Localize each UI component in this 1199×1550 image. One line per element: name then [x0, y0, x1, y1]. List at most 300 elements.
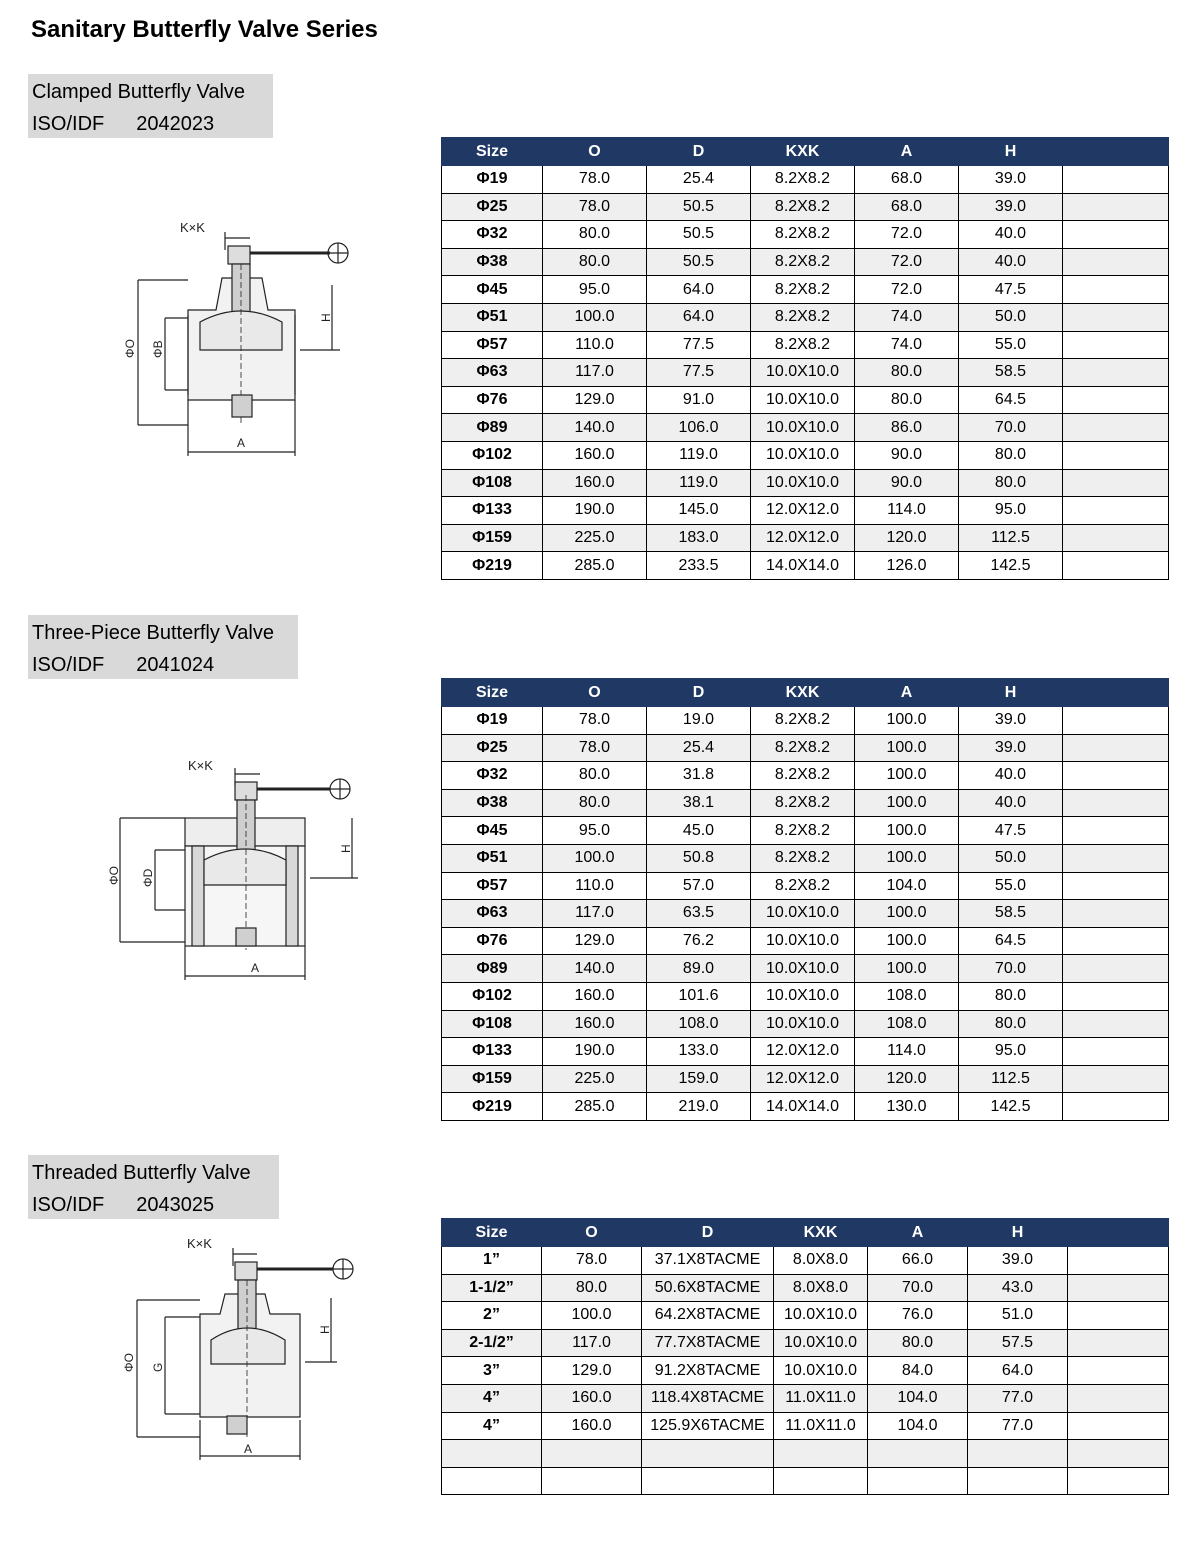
table-header-row [442, 679, 1169, 707]
value-cell: 100.0 [542, 1302, 642, 1330]
blank-cell [1063, 927, 1169, 955]
value-cell: 12.0X12.0 [751, 1065, 855, 1093]
value-cell: 100.0 [855, 762, 959, 790]
table-row [442, 1467, 1169, 1495]
value-cell: 39.0 [959, 166, 1063, 194]
value-cell: 14.0X14.0 [751, 1093, 855, 1121]
table-row [442, 1357, 1169, 1385]
spec-table-clamped [441, 137, 1169, 580]
value-cell: 78.0 [543, 707, 647, 735]
value-cell: 104.0 [855, 872, 959, 900]
label-d: ΦD [141, 868, 155, 887]
column-header: D [642, 1219, 774, 1247]
value-cell: 77.0 [968, 1412, 1068, 1440]
value-cell: 12.0X12.0 [751, 497, 855, 525]
value-cell: 72.0 [855, 248, 959, 276]
value-cell: 70.0 [959, 955, 1063, 983]
value-cell [542, 1467, 642, 1495]
label-o: ΦO [123, 339, 137, 358]
blank-cell [1063, 982, 1169, 1010]
value-cell: 8.2X8.2 [751, 166, 855, 194]
blank-cell [1063, 414, 1169, 442]
value-cell: 51.0 [968, 1302, 1068, 1330]
size-cell: Φ159 [442, 1065, 543, 1093]
value-cell: 25.4 [647, 734, 751, 762]
value-cell: 112.5 [959, 1065, 1063, 1093]
value-cell: 90.0 [855, 441, 959, 469]
blank-cell [1063, 734, 1169, 762]
value-cell: 10.0X10.0 [751, 359, 855, 387]
value-cell: 50.5 [647, 193, 751, 221]
size-cell: Φ19 [442, 166, 543, 194]
section-code: 2042023 [136, 113, 215, 135]
size-cell: Φ108 [442, 1010, 543, 1038]
value-cell [642, 1467, 774, 1495]
value-cell [542, 1440, 642, 1468]
size-cell: Φ38 [442, 248, 543, 276]
value-cell [968, 1467, 1068, 1495]
table-row [442, 762, 1169, 790]
value-cell: 74.0 [855, 331, 959, 359]
size-cell: Φ25 [442, 193, 543, 221]
table-row [442, 872, 1169, 900]
value-cell: 8.2X8.2 [751, 276, 855, 304]
size-cell: Φ76 [442, 927, 543, 955]
value-cell: 108.0 [855, 1010, 959, 1038]
value-cell: 130.0 [855, 1093, 959, 1121]
table-row [442, 248, 1169, 276]
label-g: G [151, 1362, 165, 1372]
blank-cell [1063, 359, 1169, 387]
section-name: Threaded Butterfly Valve [32, 1162, 251, 1184]
blank-cell [1068, 1274, 1169, 1302]
blank-cell [1063, 441, 1169, 469]
table-row [442, 359, 1169, 387]
size-cell: 3” [442, 1357, 542, 1385]
value-cell: 50.6X8TACME [642, 1274, 774, 1302]
value-cell: 91.2X8TACME [642, 1357, 774, 1385]
size-cell: Φ102 [442, 982, 543, 1010]
value-cell: 8.2X8.2 [751, 872, 855, 900]
blank-cell [1063, 762, 1169, 790]
value-cell: 8.2X8.2 [751, 817, 855, 845]
section-code: 2043025 [136, 1194, 215, 1216]
value-cell: 70.0 [959, 414, 1063, 442]
blank-cell [1063, 707, 1169, 735]
value-cell: 120.0 [855, 1065, 959, 1093]
value-cell: 80.0 [855, 359, 959, 387]
threaded-valve-drawing [115, 1232, 375, 1464]
table-row [442, 552, 1169, 580]
table-row [442, 193, 1169, 221]
column-header: O [542, 1219, 642, 1247]
size-cell: Φ219 [442, 552, 543, 580]
value-cell: 10.0X10.0 [751, 982, 855, 1010]
size-cell: Φ76 [442, 386, 543, 414]
blank-cell [1063, 193, 1169, 221]
value-cell: 114.0 [855, 497, 959, 525]
value-cell: 39.0 [959, 707, 1063, 735]
value-cell [968, 1440, 1068, 1468]
size-cell: 1” [442, 1247, 542, 1275]
value-cell: 160.0 [542, 1412, 642, 1440]
value-cell: 129.0 [542, 1357, 642, 1385]
value-cell: 77.5 [647, 331, 751, 359]
value-cell: 64.2X8TACME [642, 1302, 774, 1330]
table-row [442, 789, 1169, 817]
blank-cell [1063, 166, 1169, 194]
value-cell: 19.0 [647, 707, 751, 735]
blank-cell [1063, 1010, 1169, 1038]
value-cell: 64.5 [959, 927, 1063, 955]
value-cell: 285.0 [543, 552, 647, 580]
column-header: O [543, 138, 647, 166]
value-cell: 117.0 [542, 1329, 642, 1357]
label-o: ΦO [107, 866, 121, 885]
clamped-valve-drawing [110, 210, 370, 460]
column-header: H [959, 679, 1063, 707]
value-cell: 10.0X10.0 [751, 1010, 855, 1038]
column-header: O [543, 679, 647, 707]
value-cell: 119.0 [647, 441, 751, 469]
value-cell: 50.5 [647, 248, 751, 276]
value-cell: 70.0 [868, 1274, 968, 1302]
value-cell: 68.0 [855, 166, 959, 194]
size-cell: Φ45 [442, 276, 543, 304]
value-cell: 100.0 [543, 844, 647, 872]
column-header: KXK [774, 1219, 868, 1247]
table-row [442, 1010, 1169, 1038]
section-standard: ISO/IDF [32, 654, 105, 676]
value-cell: 66.0 [868, 1247, 968, 1275]
value-cell: 160.0 [542, 1384, 642, 1412]
value-cell: 101.6 [647, 982, 751, 1010]
column-header: A [855, 138, 959, 166]
value-cell: 8.2X8.2 [751, 844, 855, 872]
table-row [442, 1038, 1169, 1066]
value-cell: 47.5 [959, 817, 1063, 845]
value-cell: 10.0X10.0 [751, 386, 855, 414]
value-cell: 142.5 [959, 1093, 1063, 1121]
blank-cell [1063, 276, 1169, 304]
value-cell: 76.0 [868, 1302, 968, 1330]
size-cell: Φ159 [442, 524, 543, 552]
value-cell: 145.0 [647, 497, 751, 525]
value-cell: 80.0 [868, 1329, 968, 1357]
value-cell: 8.2X8.2 [751, 734, 855, 762]
size-cell: Φ19 [442, 707, 543, 735]
value-cell: 39.0 [959, 193, 1063, 221]
value-cell: 100.0 [855, 789, 959, 817]
column-header-blank [1068, 1219, 1169, 1247]
column-header: KXK [751, 138, 855, 166]
value-cell: 129.0 [543, 386, 647, 414]
value-cell: 40.0 [959, 762, 1063, 790]
blank-cell [1068, 1247, 1169, 1275]
table-row [442, 524, 1169, 552]
value-cell: 39.0 [968, 1247, 1068, 1275]
spec-table-threaded [441, 1218, 1169, 1495]
value-cell: 119.0 [647, 469, 751, 497]
value-cell: 77.0 [968, 1384, 1068, 1412]
table-row [442, 1440, 1169, 1468]
size-cell [442, 1467, 542, 1495]
value-cell: 8.0X8.0 [774, 1247, 868, 1275]
size-cell: Φ133 [442, 497, 543, 525]
value-cell: 100.0 [855, 900, 959, 928]
value-cell [642, 1440, 774, 1468]
column-header: A [855, 679, 959, 707]
size-cell: Φ32 [442, 762, 543, 790]
blank-cell [1063, 386, 1169, 414]
value-cell: 225.0 [543, 524, 647, 552]
value-cell: 104.0 [868, 1412, 968, 1440]
table-row [442, 276, 1169, 304]
value-cell: 8.2X8.2 [751, 789, 855, 817]
value-cell: 80.0 [543, 789, 647, 817]
value-cell: 190.0 [543, 497, 647, 525]
label-h: H [318, 1325, 332, 1334]
column-header-blank [1063, 138, 1169, 166]
table-row [442, 734, 1169, 762]
value-cell: 90.0 [855, 469, 959, 497]
size-cell: Φ45 [442, 817, 543, 845]
value-cell: 10.0X10.0 [751, 900, 855, 928]
size-cell [442, 1440, 542, 1468]
table-row [442, 1384, 1169, 1412]
value-cell: 89.0 [647, 955, 751, 983]
value-cell: 160.0 [543, 469, 647, 497]
size-cell: Φ133 [442, 1038, 543, 1066]
table-row [442, 955, 1169, 983]
value-cell: 80.0 [959, 1010, 1063, 1038]
blank-cell [1068, 1302, 1169, 1330]
value-cell: 55.0 [959, 331, 1063, 359]
blank-cell [1063, 844, 1169, 872]
value-cell: 8.0X8.0 [774, 1274, 868, 1302]
value-cell: 80.0 [543, 221, 647, 249]
size-cell: Φ102 [442, 441, 543, 469]
size-cell: Φ25 [442, 734, 543, 762]
blank-cell [1063, 524, 1169, 552]
value-cell: 57.5 [968, 1329, 1068, 1357]
size-cell: Φ63 [442, 359, 543, 387]
value-cell: 120.0 [855, 524, 959, 552]
blank-cell [1068, 1329, 1169, 1357]
value-cell: 95.0 [959, 497, 1063, 525]
size-cell: 2” [442, 1302, 542, 1330]
value-cell: 80.0 [959, 982, 1063, 1010]
value-cell: 108.0 [855, 982, 959, 1010]
value-cell: 285.0 [543, 1093, 647, 1121]
blank-cell [1068, 1467, 1169, 1495]
value-cell: 64.5 [959, 386, 1063, 414]
value-cell: 225.0 [543, 1065, 647, 1093]
size-cell: 4” [442, 1384, 542, 1412]
value-cell: 77.5 [647, 359, 751, 387]
value-cell: 86.0 [855, 414, 959, 442]
value-cell: 78.0 [543, 166, 647, 194]
blank-cell [1068, 1412, 1169, 1440]
table-row [442, 1093, 1169, 1121]
label-h: H [339, 844, 353, 853]
value-cell: 31.8 [647, 762, 751, 790]
value-cell: 126.0 [855, 552, 959, 580]
three-piece-valve-drawing [100, 750, 370, 985]
value-cell: 108.0 [647, 1010, 751, 1038]
value-cell: 47.5 [959, 276, 1063, 304]
column-header: H [959, 138, 1063, 166]
value-cell: 142.5 [959, 552, 1063, 580]
value-cell: 39.0 [959, 734, 1063, 762]
size-cell: Φ51 [442, 844, 543, 872]
table-row [442, 497, 1169, 525]
value-cell: 10.0X10.0 [751, 927, 855, 955]
value-cell: 160.0 [543, 1010, 647, 1038]
value-cell: 40.0 [959, 221, 1063, 249]
value-cell: 183.0 [647, 524, 751, 552]
label-a: A [251, 961, 260, 975]
value-cell: 14.0X14.0 [751, 552, 855, 580]
value-cell: 10.0X10.0 [751, 414, 855, 442]
value-cell: 8.2X8.2 [751, 193, 855, 221]
value-cell [774, 1440, 868, 1468]
value-cell: 140.0 [543, 414, 647, 442]
blank-cell [1063, 955, 1169, 983]
value-cell: 159.0 [647, 1065, 751, 1093]
value-cell: 10.0X10.0 [774, 1329, 868, 1357]
value-cell: 8.2X8.2 [751, 221, 855, 249]
column-header: H [968, 1219, 1068, 1247]
value-cell: 117.0 [543, 359, 647, 387]
value-cell: 50.0 [959, 303, 1063, 331]
table-row [442, 844, 1169, 872]
value-cell: 100.0 [855, 844, 959, 872]
blank-cell [1063, 469, 1169, 497]
label-h: H [319, 313, 333, 322]
value-cell: 100.0 [543, 303, 647, 331]
value-cell: 95.0 [543, 276, 647, 304]
value-cell: 100.0 [855, 817, 959, 845]
label-kxk: K×K [187, 1236, 212, 1251]
blank-cell [1063, 221, 1169, 249]
value-cell: 80.0 [543, 762, 647, 790]
blank-cell [1063, 248, 1169, 276]
value-cell: 68.0 [855, 193, 959, 221]
value-cell: 84.0 [868, 1357, 968, 1385]
section-standard: ISO/IDF [32, 113, 105, 135]
section-label-three-piece [28, 615, 298, 679]
value-cell: 78.0 [542, 1247, 642, 1275]
table-row [442, 817, 1169, 845]
table-row [442, 1247, 1169, 1275]
value-cell: 110.0 [543, 331, 647, 359]
value-cell: 10.0X10.0 [751, 955, 855, 983]
value-cell: 112.5 [959, 524, 1063, 552]
value-cell: 80.0 [959, 441, 1063, 469]
value-cell: 11.0X11.0 [774, 1412, 868, 1440]
table-row [442, 1274, 1169, 1302]
column-header: Size [442, 1219, 542, 1247]
table-row [442, 1412, 1169, 1440]
blank-cell [1063, 552, 1169, 580]
blank-cell [1063, 900, 1169, 928]
label-a: A [244, 1442, 253, 1456]
column-header: Size [442, 138, 543, 166]
size-cell: Φ57 [442, 872, 543, 900]
value-cell: 77.7X8TACME [642, 1329, 774, 1357]
table-row [442, 303, 1169, 331]
blank-cell [1063, 303, 1169, 331]
size-cell: 4” [442, 1412, 542, 1440]
size-cell: Φ63 [442, 900, 543, 928]
value-cell: 12.0X12.0 [751, 524, 855, 552]
table-row [442, 1065, 1169, 1093]
value-cell: 55.0 [959, 872, 1063, 900]
value-cell: 160.0 [543, 441, 647, 469]
blank-cell [1063, 331, 1169, 359]
value-cell: 100.0 [855, 707, 959, 735]
blank-cell [1063, 872, 1169, 900]
value-cell: 110.0 [543, 872, 647, 900]
page-title: Sanitary Butterfly Valve Series [31, 16, 378, 43]
value-cell: 45.0 [647, 817, 751, 845]
value-cell: 80.0 [855, 386, 959, 414]
table-row [442, 707, 1169, 735]
table-row [442, 982, 1169, 1010]
value-cell: 10.0X10.0 [774, 1357, 868, 1385]
value-cell: 80.0 [542, 1274, 642, 1302]
label-b: ΦB [151, 340, 165, 358]
table-row [442, 1302, 1169, 1330]
value-cell: 118.4X8TACME [642, 1384, 774, 1412]
value-cell: 114.0 [855, 1038, 959, 1066]
value-cell: 8.2X8.2 [751, 707, 855, 735]
value-cell: 100.0 [855, 734, 959, 762]
value-cell: 125.9X6TACME [642, 1412, 774, 1440]
value-cell: 10.0X10.0 [751, 469, 855, 497]
size-cell: Φ38 [442, 789, 543, 817]
column-header: D [647, 679, 751, 707]
size-cell: 2-1/2” [442, 1329, 542, 1357]
section-name: Clamped Butterfly Valve [32, 81, 246, 103]
value-cell: 117.0 [543, 900, 647, 928]
table-row [442, 386, 1169, 414]
size-cell: Φ57 [442, 331, 543, 359]
spec-table-three-piece [441, 678, 1169, 1121]
value-cell: 95.0 [959, 1038, 1063, 1066]
table-row [442, 331, 1169, 359]
value-cell: 78.0 [543, 734, 647, 762]
value-cell: 50.5 [647, 221, 751, 249]
value-cell: 72.0 [855, 276, 959, 304]
value-cell: 74.0 [855, 303, 959, 331]
value-cell: 129.0 [543, 927, 647, 955]
value-cell: 78.0 [543, 193, 647, 221]
label-a: A [237, 436, 246, 450]
section-label-threaded [28, 1155, 279, 1219]
value-cell: 40.0 [959, 789, 1063, 817]
table-row [442, 927, 1169, 955]
size-cell: Φ89 [442, 414, 543, 442]
blank-cell [1063, 1038, 1169, 1066]
value-cell: 72.0 [855, 221, 959, 249]
value-cell: 50.8 [647, 844, 751, 872]
value-cell: 8.2X8.2 [751, 762, 855, 790]
value-cell: 64.0 [968, 1357, 1068, 1385]
value-cell: 10.0X10.0 [751, 441, 855, 469]
blank-cell [1068, 1384, 1169, 1412]
